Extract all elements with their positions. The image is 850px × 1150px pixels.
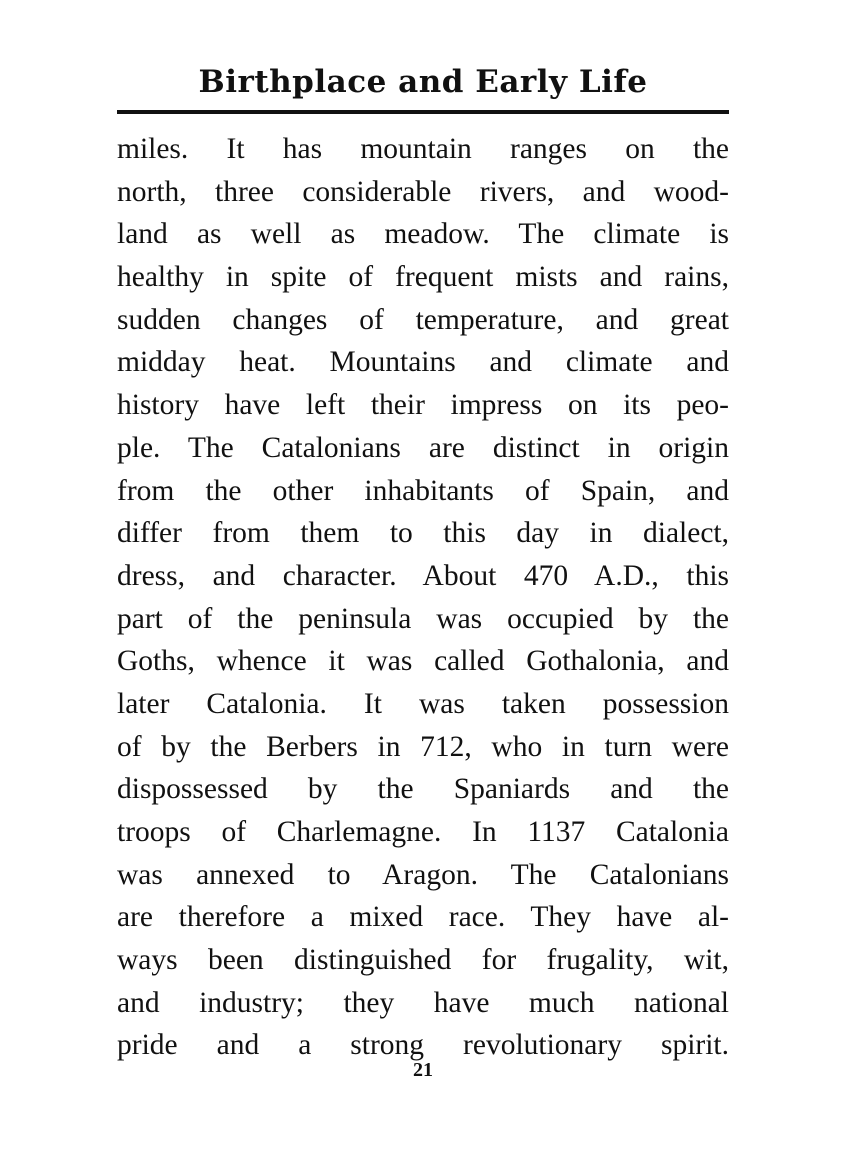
running-head-title: Birthplace and Early Life bbox=[198, 64, 648, 100]
text-line: pride and a strong revolutionary spirit. bbox=[117, 1029, 729, 1062]
text-line: was annexed to Aragon. The Catalonians bbox=[117, 858, 729, 891]
text-line: dispossessed by the Spaniards and the bbox=[117, 773, 729, 806]
text-line: ple. The Catalonians are distinct in origin bbox=[117, 431, 729, 464]
header-rule bbox=[117, 110, 729, 114]
text-line: midday heat. Mountains and climate and bbox=[117, 346, 729, 379]
text-line: healthy in spite of frequent mists and rains, bbox=[117, 261, 729, 294]
text-line: from the other inhabitants of Spain, and bbox=[117, 474, 729, 507]
text-line: Goths, whence it was called Gothalonia, and bbox=[117, 645, 729, 678]
text-line: and industry; they have much national bbox=[117, 986, 729, 1019]
text-line: sudden changes of temperature, and great bbox=[117, 303, 729, 336]
page-number: 21 bbox=[413, 1059, 433, 1081]
text-line: troops of Charlemagne. In 1137 Catalonia bbox=[117, 816, 729, 848]
body-paragraph bbox=[117, 128, 729, 1067]
text-line: are therefore a mixed race. They have al- bbox=[117, 901, 729, 934]
text-line: of by the Berbers in 712, who in turn were bbox=[117, 730, 729, 763]
text-line: later Catalonia. It was taken possession bbox=[117, 687, 729, 720]
text-line: differ from them to this day in dialect, bbox=[117, 517, 729, 550]
text-line: land as well as meadow. The climate is bbox=[117, 218, 729, 251]
text-line: dress, and character. About 470 A.D., this bbox=[117, 559, 729, 592]
text-line: miles. It has mountain ranges on the bbox=[117, 133, 729, 165]
text-line: north, three considerable rivers, and wood- bbox=[117, 175, 729, 208]
text-line: part of the peninsula was occupied by the bbox=[117, 602, 729, 635]
text-line: ways been distinguished for frugality, wit, bbox=[117, 944, 729, 977]
text-line: history have left their impress on its peo- bbox=[117, 389, 729, 422]
